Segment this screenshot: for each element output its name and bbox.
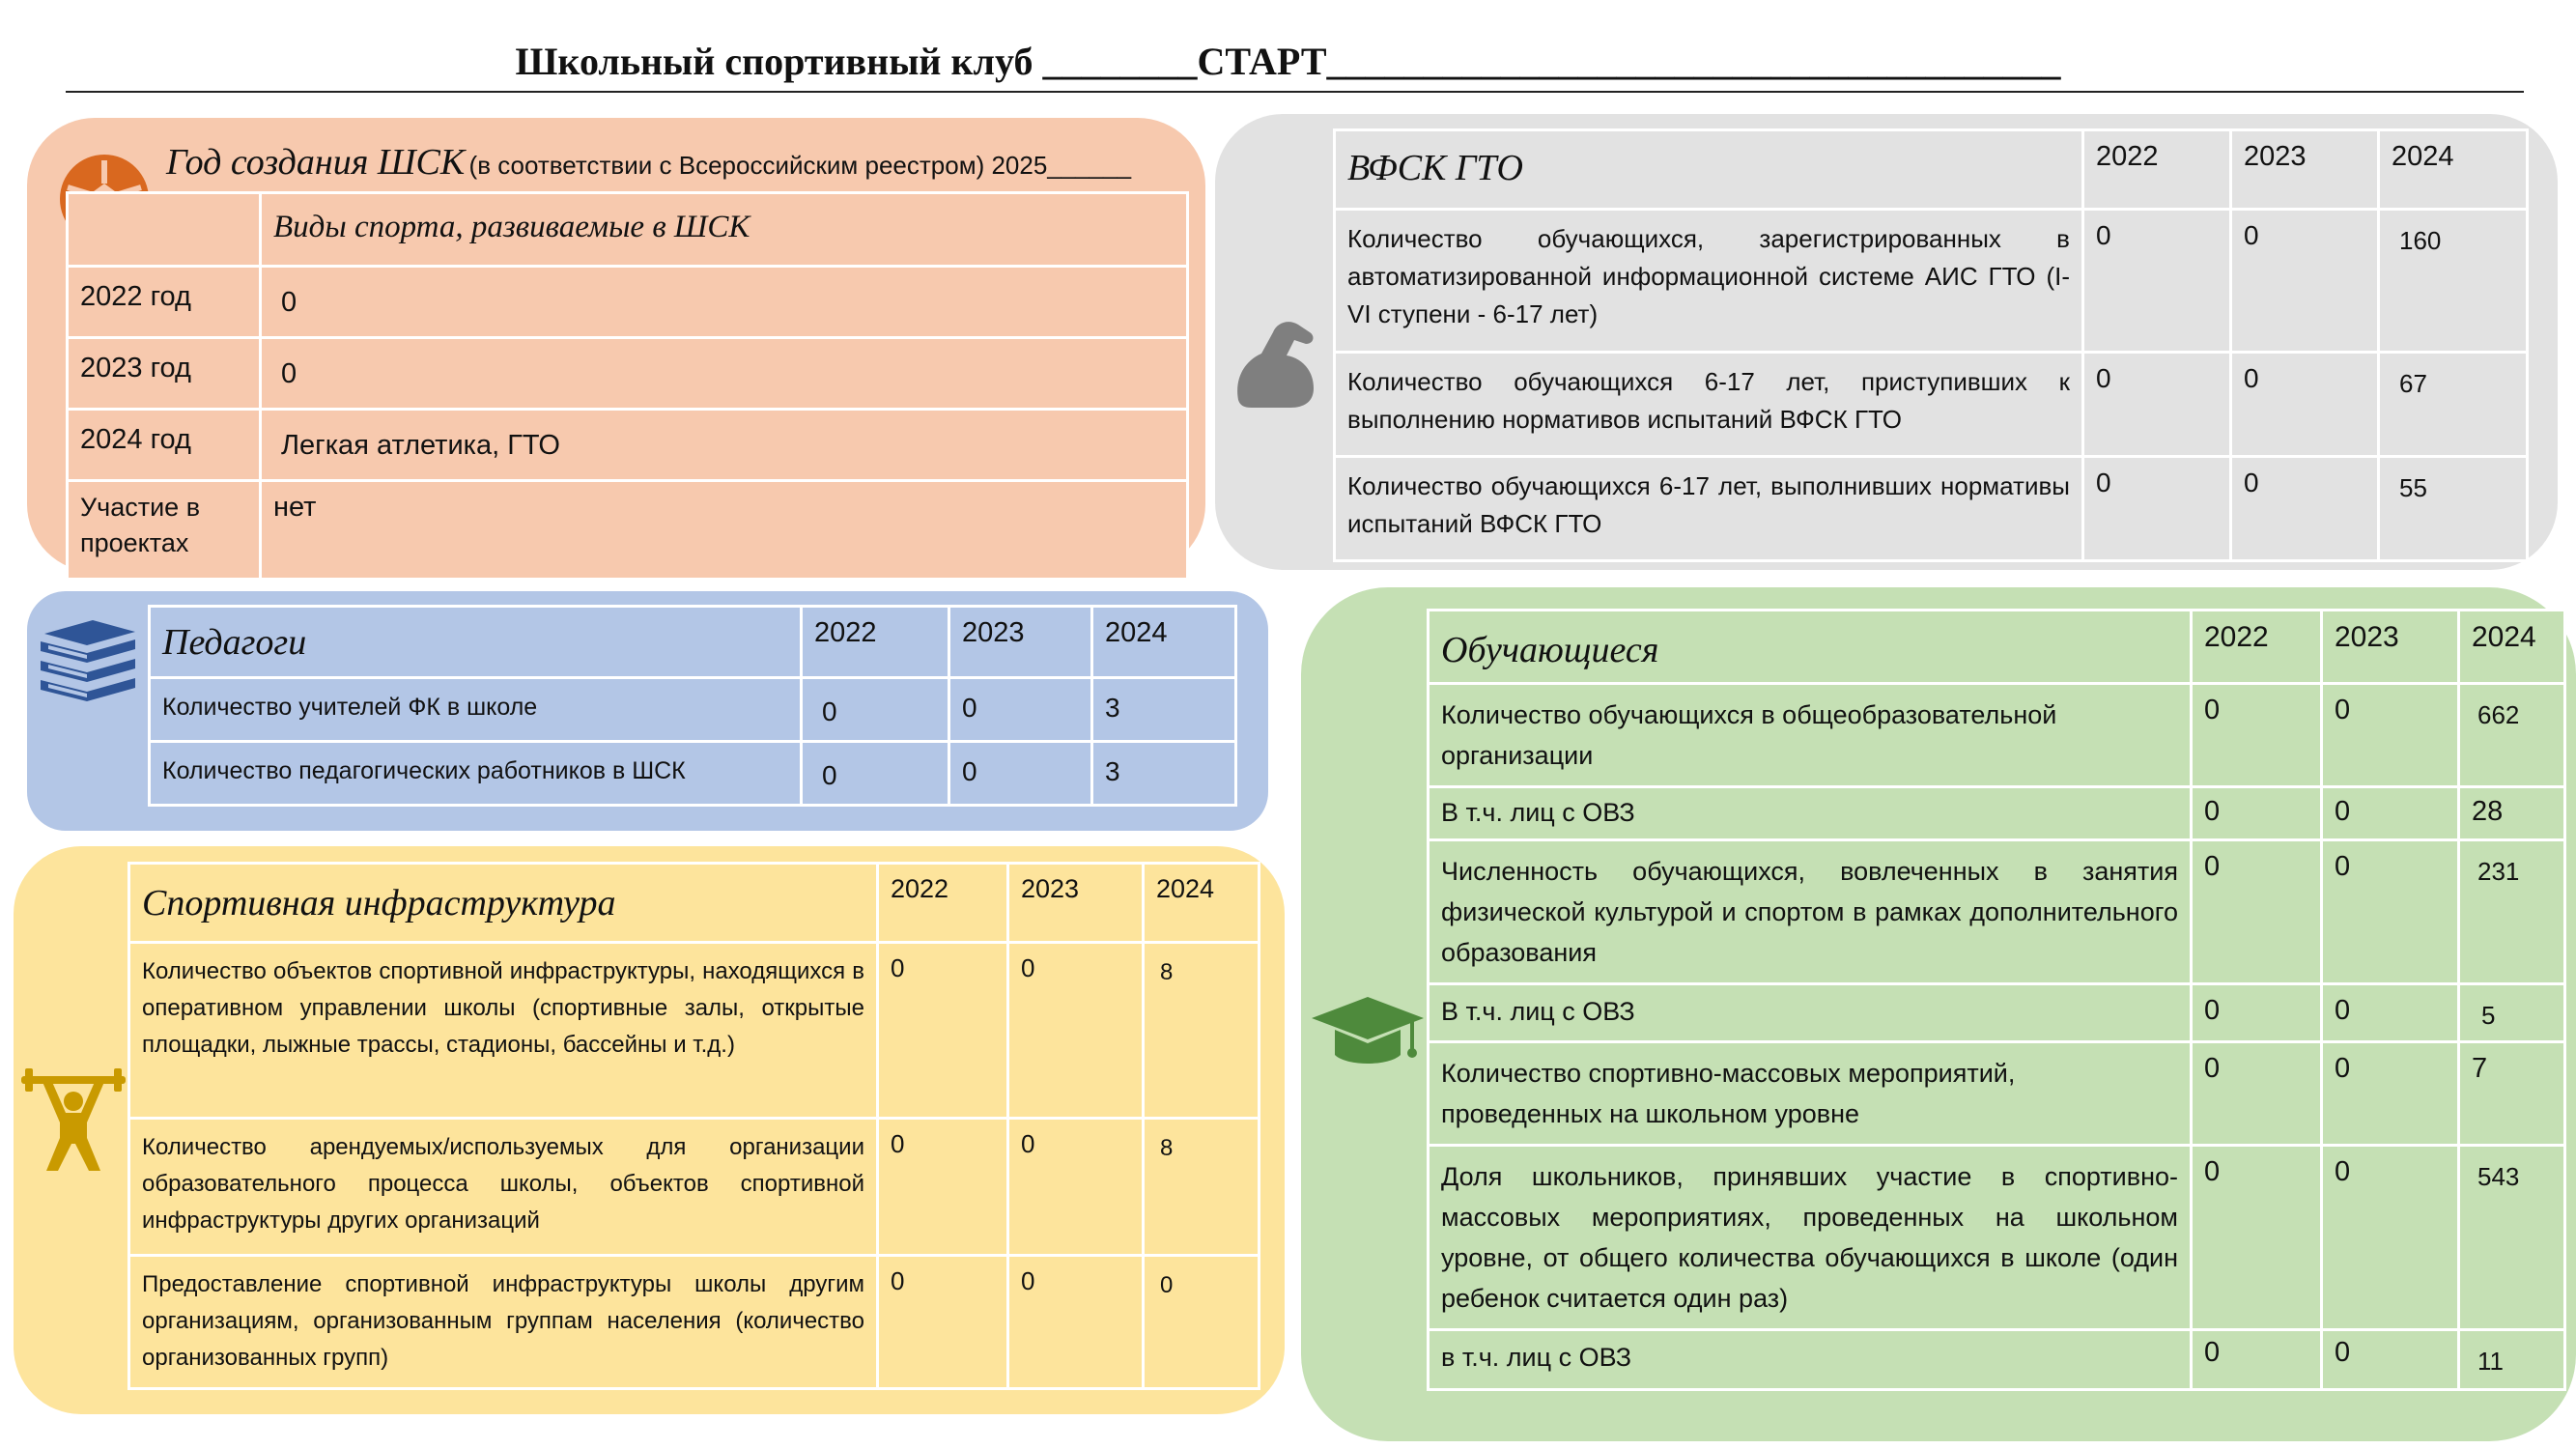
gto-cell: 67 [2379, 353, 2528, 457]
students-row-label: В т.ч. лиц с ОВЗ [1429, 984, 2192, 1042]
students-cell: 0 [2192, 1042, 2322, 1146]
infrastructure-year-header: 2023 [1008, 864, 1144, 943]
gto-row-label: Количество обучающихся 6-17 лет, выполнивших нормативы испытаний ВФСК ГТО [1335, 457, 2083, 561]
table-row [129, 943, 1260, 1119]
students-cell: 0 [2322, 787, 2459, 840]
students-cell: 231 [2459, 840, 2565, 984]
students-cell: 0 [2192, 787, 2322, 840]
teachers-cell: 0 [802, 678, 949, 742]
teachers-heading: Педагоги [162, 622, 307, 663]
gto-year-header: 2024 [2379, 130, 2528, 210]
teachers-cell: 3 [1092, 678, 1236, 742]
students-cell: 543 [2459, 1146, 2565, 1330]
students-cell: 0 [2192, 1330, 2322, 1390]
table-row [129, 1119, 1260, 1256]
students-row-label: Количество обучающихся в общеобразовательной организации [1429, 684, 2192, 787]
page-title: Школьный спортивный клуб ________СТАРТ______________________________________ [515, 40, 2061, 83]
gto-year-header: 2022 [2083, 130, 2231, 210]
teachers-row-label: Количество учителей ФК в школе [150, 678, 802, 742]
title-underline [66, 91, 2524, 93]
gto-cell: 0 [2083, 457, 2231, 561]
shsk-row-label: 2022 год [68, 267, 261, 338]
teachers-year-header: 2023 [949, 607, 1092, 678]
gto-row-label: Количество обучающихся, зарегистрированных в автоматизированной информационной системе АИС ГТО (I-VI ступени - 6-17 лет) [1335, 210, 2083, 353]
infrastructure-row-label: Предоставление спортивной инфраструктуры школы другим организациям, организованным группам населения (количество организованных групп) [129, 1256, 878, 1389]
table-row [1335, 353, 2528, 457]
shsk-row-label: 2024 год [68, 410, 261, 481]
books-stack-icon [35, 614, 141, 711]
table-row [150, 678, 1236, 742]
table-row [1429, 787, 2565, 840]
table-row [1335, 457, 2528, 561]
shsk-row-label: 2023 год [68, 338, 261, 410]
shsk-row-value: 0 [261, 267, 1188, 338]
table-row [68, 410, 1188, 481]
gto-cell: 0 [2083, 210, 2231, 353]
table-row [129, 1256, 1260, 1389]
students-cell: 0 [2322, 984, 2459, 1042]
table-row [68, 338, 1188, 410]
table-row [1429, 1330, 2565, 1390]
teachers-year-header: 2022 [802, 607, 949, 678]
shsk-heading-text: Год создания ШСК [166, 142, 466, 183]
table-row [1429, 1146, 2565, 1330]
teachers-cell: 3 [1092, 742, 1236, 806]
infrastructure-row-label: Количество арендуемых/используемых для организации образовательного процесса школы, объектов спортивной инфраструктуры других организаций [129, 1119, 878, 1256]
students-year-header: 2024 [2459, 611, 2565, 684]
infrastructure-year-header: 2022 [878, 864, 1008, 943]
students-row-label: в т.ч. лиц с ОВЗ [1429, 1330, 2192, 1390]
students-cell: 0 [2322, 840, 2459, 984]
table-row [1429, 1042, 2565, 1146]
teachers-table [148, 605, 1237, 807]
gto-year-header: 2023 [2231, 130, 2379, 210]
students-cell: 0 [2322, 684, 2459, 787]
infrastructure-cell: 0 [1008, 943, 1144, 1119]
weightlifter-icon [19, 1066, 127, 1175]
table-row [1335, 210, 2528, 353]
students-year-header: 2022 [2192, 611, 2322, 684]
shsk-col-header: Виды спорта, развиваемые в ШСК [273, 210, 750, 244]
teachers-row-label: Количество педагогических работников в ШСК [150, 742, 802, 806]
table-row [150, 742, 1236, 806]
table-row [1429, 684, 2565, 787]
gto-cell: 0 [2231, 457, 2379, 561]
teachers-cell: 0 [949, 678, 1092, 742]
students-cell: 0 [2192, 684, 2322, 787]
shsk-row-value: 0 [261, 338, 1188, 410]
students-row-label: В т.ч. лиц с ОВЗ [1429, 787, 2192, 840]
gto-cell: 0 [2231, 353, 2379, 457]
infrastructure-cell: 0 [1144, 1256, 1260, 1389]
teachers-year-header: 2024 [1092, 607, 1236, 678]
students-cell: 0 [2322, 1042, 2459, 1146]
students-cell: 11 [2459, 1330, 2565, 1390]
students-row-label: Количество спортивно-массовых мероприятий, проведенных на школьном уровне [1429, 1042, 2192, 1146]
shsk-row-value: нет [261, 481, 1188, 580]
flexed-bicep-icon [1229, 311, 1323, 412]
students-heading: Обучающиеся [1441, 630, 1659, 670]
teachers-cell: 0 [949, 742, 1092, 806]
table-row [68, 267, 1188, 338]
students-cell: 0 [2192, 1146, 2322, 1330]
shsk-row-label: Участие в проектах [68, 481, 261, 580]
gto-row-label: Количество обучающихся 6-17 лет, приступивших к выполнению нормативов испытаний ВФСК ГТО [1335, 353, 2083, 457]
gto-table [1333, 128, 2529, 562]
table-row [68, 481, 1188, 580]
infrastructure-cell: 0 [1008, 1119, 1144, 1256]
students-row-label: Численность обучающихся, вовлеченных в занятия физической культурой и спортом в рамках дополнительного образования [1429, 840, 2192, 984]
students-cell: 0 [2322, 1330, 2459, 1390]
shsk-heading-note: (в соответствии с Всероссийским реестром) 2025______ [468, 151, 1132, 180]
gto-cell: 160 [2379, 210, 2528, 353]
infrastructure-heading: Спортивная инфраструктура [142, 883, 616, 923]
gto-cell: 0 [2231, 210, 2379, 353]
infrastructure-table [127, 862, 1260, 1390]
teachers-cell: 0 [802, 742, 949, 806]
table-row [1429, 840, 2565, 984]
students-cell: 0 [2192, 984, 2322, 1042]
infrastructure-cell: 0 [878, 1256, 1008, 1389]
shsk-row-value: Легкая атлетика, ГТО [261, 410, 1188, 481]
gto-heading: ВФСК ГТО [1347, 148, 1523, 188]
students-cell: 5 [2459, 984, 2565, 1042]
gto-cell: 0 [2083, 353, 2231, 457]
students-cell: 28 [2459, 787, 2565, 840]
students-cell: 0 [2322, 1146, 2459, 1330]
students-row-label: Доля школьников, принявших участие в спортивно-массовых мероприятиях, проведенных на школьном уровне, от общего количества обучающихся в школе (один ребенок считается один раз) [1429, 1146, 2192, 1330]
shsk-table [66, 191, 1189, 581]
infrastructure-cell: 0 [878, 943, 1008, 1119]
infrastructure-cell: 0 [878, 1119, 1008, 1256]
students-cell: 7 [2459, 1042, 2565, 1146]
students-cell: 0 [2192, 840, 2322, 984]
students-year-header: 2023 [2322, 611, 2459, 684]
infrastructure-row-label: Количество объектов спортивной инфраструктуры, находящихся в оперативном управлении школы (спортивные залы, открытые площадки, лыжные трассы, стадионы, бассейны и т.д.) [129, 943, 878, 1119]
infrastructure-cell: 0 [1008, 1256, 1144, 1389]
shsk-heading [166, 141, 1131, 184]
infrastructure-cell: 8 [1144, 943, 1260, 1119]
infrastructure-year-header: 2024 [1144, 864, 1260, 943]
table-row [1429, 984, 2565, 1042]
students-table [1427, 609, 2566, 1391]
infrastructure-cell: 8 [1144, 1119, 1260, 1256]
students-cell: 662 [2459, 684, 2565, 787]
graduation-cap-icon [1308, 993, 1428, 1072]
gto-cell: 55 [2379, 457, 2528, 561]
